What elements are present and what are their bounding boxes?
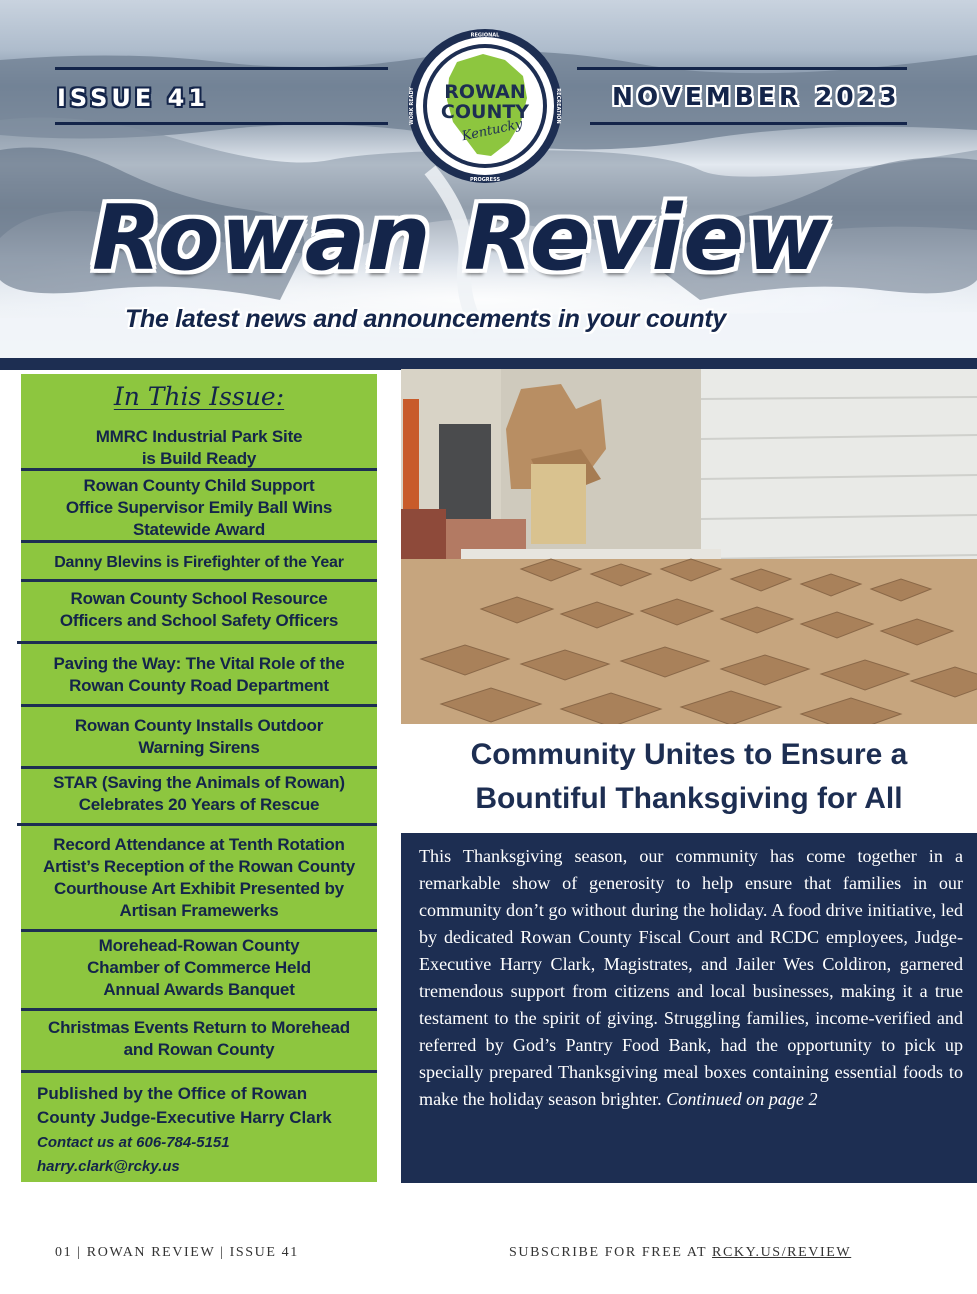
subscribe-link[interactable]: RCKY.US/REVIEW bbox=[712, 1245, 852, 1260]
toc-item-road-department[interactable]: Paving the Way: The Vital Role of the Rowan County Road Department bbox=[53, 654, 345, 695]
footer-page-info: 01 | ROWAN REVIEW | ISSUE 41 bbox=[55, 1245, 299, 1260]
toc-divider bbox=[17, 823, 377, 826]
toc-item-chamber-awards-banquet[interactable]: Morehead-Rowan County Chamber of Commerce Held Annual Awards Banquet bbox=[87, 936, 311, 999]
seal-left-text: WORK READY bbox=[409, 87, 415, 125]
footer-subscribe: SUBSCRIBE FOR FREE AT RCKY.US/REVIEW bbox=[509, 1245, 852, 1260]
toc-item-christmas-events[interactable]: Christmas Events Return to Morehead and Rowan County bbox=[48, 1018, 350, 1059]
toc-divider bbox=[21, 468, 377, 471]
seal-line3: Kentucky bbox=[460, 116, 524, 145]
seal-right-text: RECREATION bbox=[555, 88, 561, 124]
toc-divider bbox=[21, 704, 377, 707]
seal-line1: ROWAN bbox=[444, 81, 526, 103]
toc-divider bbox=[21, 1008, 377, 1011]
article-body-text: This Thanksgiving season, our community has come together in a remarkable show of generosity to help ensure that families in our community don’t go without during the holiday. A food drive initiative, led by dedicated Rowan County Fiscal Court and RCDC employees, Judge-Executive Harry Clark, Magistrates, and Jailer Wes Coldiron, garnered tremendous support from citizens and local businesses, making it a true testament to the spirit of giving. Struggling families, income-verified and referred by God’s Pantry Food Bank, had the opportunity to pick up specially prepared Thanksgiving meal boxes containing essential foods to make the holiday season brighter. Continued on page 2 bbox=[419, 846, 963, 1109]
article-body-box bbox=[401, 833, 977, 1183]
contact-email[interactable]: harry.clark@rcky.us bbox=[37, 1158, 180, 1175]
toc-divider bbox=[21, 766, 377, 769]
seal-top-text: REGIONAL bbox=[470, 32, 500, 39]
rule-bottom-right bbox=[590, 122, 907, 125]
issue-number: ISSUE 41 bbox=[57, 84, 210, 112]
toc-item-school-resource-officers[interactable]: Rowan County School Resource Officers and School Safety Officers bbox=[59, 589, 339, 630]
food-drive-boxes-photo bbox=[401, 369, 977, 724]
toc-item-star-animals[interactable]: STAR (Saving the Animals of Rowan) Celebrates 20 Years of Rescue bbox=[53, 773, 345, 814]
toc-divider bbox=[21, 579, 377, 582]
toc-item-child-support-award[interactable]: Rowan County Child Support Office Supervisor Emily Ball Wins Statewide Award bbox=[65, 476, 333, 539]
header-banner bbox=[0, 0, 977, 358]
rowan-county-seal bbox=[405, 26, 565, 186]
toc-item-art-exhibit-reception[interactable]: Record Attendance at Tenth Rotation Artist’s Reception of the Rowan County Courthouse Art Exhibit Presented by Artisan Framewerks bbox=[43, 835, 355, 920]
toc-divider bbox=[21, 929, 377, 932]
sidebar-heading: In This Issue: bbox=[113, 382, 285, 411]
in-this-issue-sidebar bbox=[21, 374, 377, 1182]
toc-divider bbox=[21, 540, 377, 543]
publisher-info: Published by the Office of Rowan County Judge-Executive Harry Clark bbox=[37, 1084, 332, 1127]
seal-bottom-text: PROGRESS bbox=[469, 177, 501, 183]
masthead-tagline: The latest news and announcements in your county bbox=[125, 305, 726, 333]
continued-link[interactable]: Continued on page 2 bbox=[666, 1089, 818, 1109]
rule-top-right bbox=[577, 67, 907, 70]
issue-date: NOVEMBER 2023 bbox=[612, 82, 901, 111]
toc-item-firefighter-of-year[interactable]: Danny Blevins is Firefighter of the Year bbox=[54, 554, 344, 571]
masthead-title: Rowan Review bbox=[92, 186, 830, 291]
toc-divider bbox=[21, 1070, 377, 1073]
rule-bottom-left bbox=[55, 122, 388, 125]
toc-item-industrial-park[interactable]: MMRC Industrial Park Site is Build Ready bbox=[95, 427, 303, 468]
article-headline: Community Unites to Ensure a Bountiful Thanksgiving for All bbox=[470, 738, 908, 815]
seal-line2: COUNTY bbox=[440, 101, 530, 123]
rule-top-left bbox=[55, 67, 388, 70]
toc-divider bbox=[17, 641, 377, 644]
contact-phone: Contact us at 606-784-5151 bbox=[37, 1134, 230, 1151]
toc-item-warning-sirens[interactable]: Rowan County Installs Outdoor Warning Sirens bbox=[74, 716, 324, 757]
